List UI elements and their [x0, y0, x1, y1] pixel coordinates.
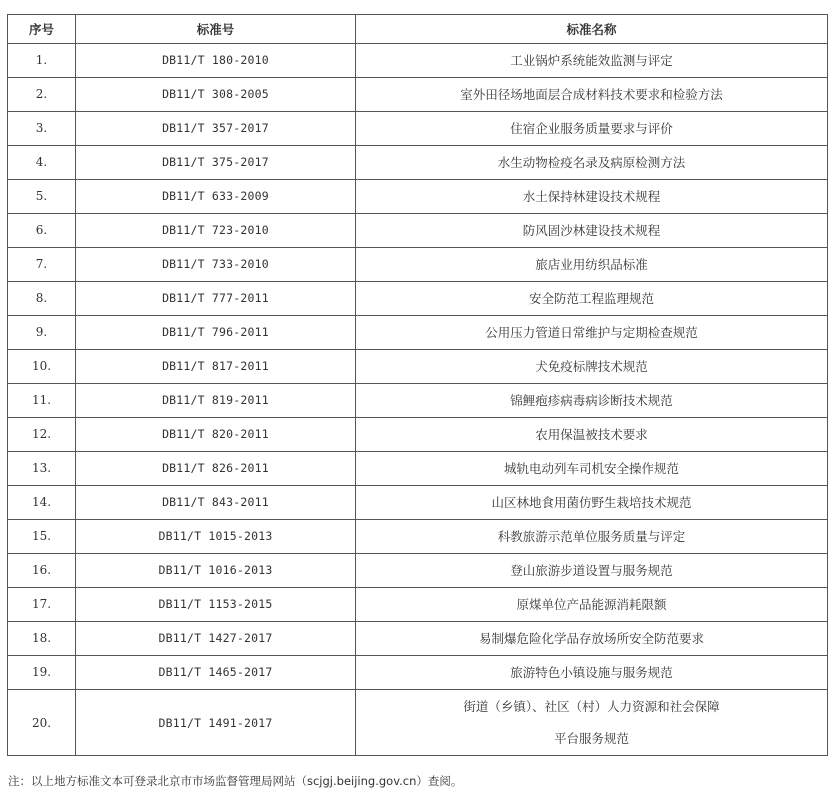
standard-name-line: 室外田径场地面层合成材料技术要求和检验方法 [460, 87, 723, 102]
row-standard-code: DB11/T 633-2009 [76, 180, 356, 214]
row-index: 9. [8, 316, 76, 350]
table-body [8, 44, 828, 756]
row-index: 7. [8, 248, 76, 282]
table-row [8, 282, 828, 316]
table-row [8, 146, 828, 180]
standard-name-line: 防风固沙林建设技术规程 [522, 223, 661, 238]
table-row [8, 588, 828, 622]
row-index: 20. [8, 690, 76, 756]
standard-name-line: 安全防范工程监理规范 [528, 291, 654, 306]
table-row [8, 316, 828, 350]
standard-name-line: 住宿企业服务质量要求与评价 [510, 121, 673, 136]
standard-name-line: 锦鲤疱疹病毒病诊断技术规范 [510, 393, 673, 408]
row-standard-code: DB11/T 733-2010 [76, 248, 356, 282]
row-standard-name [356, 418, 828, 452]
table-row [8, 452, 828, 486]
row-index: 14. [8, 486, 76, 520]
row-standard-name [356, 248, 828, 282]
row-standard-name [356, 520, 828, 554]
row-standard-name [356, 486, 828, 520]
row-index: 17. [8, 588, 76, 622]
standard-name-line: 城轨电动列车司机安全操作规范 [503, 461, 679, 476]
table-row [8, 656, 828, 690]
row-standard-code: DB11/T 1015-2013 [76, 520, 356, 554]
row-standard-code: DB11/T 1427-2017 [76, 622, 356, 656]
row-standard-name [356, 282, 828, 316]
table-header-row [8, 15, 828, 44]
table-row [8, 418, 828, 452]
standard-name-line: 农用保温被技术要求 [535, 427, 648, 442]
row-standard-code: DB11/T 817-2011 [76, 350, 356, 384]
row-standard-name [356, 384, 828, 418]
standard-name-line: 山区林地食用菌仿野生栽培技术规范 [491, 495, 692, 510]
row-standard-code: DB11/T 180-2010 [76, 44, 356, 78]
standard-name-line: 水生动物检疫名录及病原检测方法 [497, 155, 686, 170]
standards-table [7, 14, 828, 756]
standard-name-line: 水土保持林建设技术规程 [522, 189, 661, 204]
row-standard-code: DB11/T 357-2017 [76, 112, 356, 146]
table-row [8, 486, 828, 520]
standard-name-line: 平台服务规范 [553, 730, 629, 746]
standard-name-line: 旅店业用纺织品标准 [535, 257, 648, 272]
row-standard-name [356, 78, 828, 112]
row-index: 15. [8, 520, 76, 554]
row-index: 3. [8, 112, 76, 146]
row-standard-code: DB11/T 826-2011 [76, 452, 356, 486]
row-standard-name [356, 588, 828, 622]
row-index: 16. [8, 554, 76, 588]
row-index: 18. [8, 622, 76, 656]
row-standard-code: DB11/T 1465-2017 [76, 656, 356, 690]
row-index: 1. [8, 44, 76, 78]
row-standard-name [356, 316, 828, 350]
row-standard-name [356, 350, 828, 384]
table-row [8, 350, 828, 384]
standard-name-line: 工业锅炉系统能效监测与评定 [510, 53, 673, 68]
table-row [8, 248, 828, 282]
row-standard-code: DB11/T 1016-2013 [76, 554, 356, 588]
table-row [8, 112, 828, 146]
table-row [8, 520, 828, 554]
row-index: 4. [8, 146, 76, 180]
table-row [8, 78, 828, 112]
table-row [8, 384, 828, 418]
row-standard-name [356, 112, 828, 146]
header-index: 序号 [8, 15, 76, 44]
row-index: 11. [8, 384, 76, 418]
row-standard-name [356, 656, 828, 690]
row-standard-code: DB11/T 819-2011 [76, 384, 356, 418]
standards-table-container [7, 14, 827, 756]
table-row [8, 622, 828, 656]
row-index: 19. [8, 656, 76, 690]
row-index: 5. [8, 180, 76, 214]
table-row [8, 214, 828, 248]
row-index: 8. [8, 282, 76, 316]
standard-name-line: 科教旅游示范单位服务质量与评定 [497, 529, 686, 544]
row-standard-code: DB11/T 777-2011 [76, 282, 356, 316]
row-standard-code: DB11/T 308-2005 [76, 78, 356, 112]
row-standard-name [356, 146, 828, 180]
row-standard-code: DB11/T 820-2011 [76, 418, 356, 452]
standard-name-line: 街道（乡镇）、社区（村）人力资源和社会保障 [463, 698, 720, 714]
row-standard-code: DB11/T 843-2011 [76, 486, 356, 520]
standard-name-line: 犬免疫标牌技术规范 [535, 359, 648, 374]
standard-name-line: 公用压力管道日常维护与定期检查规范 [485, 325, 698, 340]
row-index: 2. [8, 78, 76, 112]
standard-name-line: 登山旅游步道设置与服务规范 [510, 563, 673, 578]
standard-name-line: 原煤单位产品能源消耗限额 [516, 597, 667, 612]
row-standard-name [356, 690, 828, 756]
row-standard-name [356, 452, 828, 486]
header-name: 标准名称 [356, 15, 828, 44]
row-standard-code: DB11/T 1491-2017 [76, 690, 356, 756]
table-row [8, 690, 828, 756]
table-row [8, 554, 828, 588]
row-standard-code: DB11/T 723-2010 [76, 214, 356, 248]
standard-name-line: 旅游特色小镇设施与服务规范 [510, 665, 673, 680]
row-standard-name [356, 554, 828, 588]
row-standard-name [356, 622, 828, 656]
footnote: 注：以上地方标准文本可登录北京市市场监督管理局网站（scjgj.beijing.gov.cn）查阅。 [8, 774, 463, 788]
table-row [8, 180, 828, 214]
row-standard-name [356, 214, 828, 248]
row-standard-name [356, 44, 828, 78]
table-row [8, 44, 828, 78]
row-standard-code: DB11/T 796-2011 [76, 316, 356, 350]
row-standard-code: DB11/T 375-2017 [76, 146, 356, 180]
row-index: 10. [8, 350, 76, 384]
row-standard-code: DB11/T 1153-2015 [76, 588, 356, 622]
standard-name-line: 易制爆危险化学品存放场所安全防范要求 [478, 631, 704, 646]
row-index: 12. [8, 418, 76, 452]
header-code: 标准号 [76, 15, 356, 44]
row-index: 13. [8, 452, 76, 486]
row-standard-name [356, 180, 828, 214]
row-index: 6. [8, 214, 76, 248]
